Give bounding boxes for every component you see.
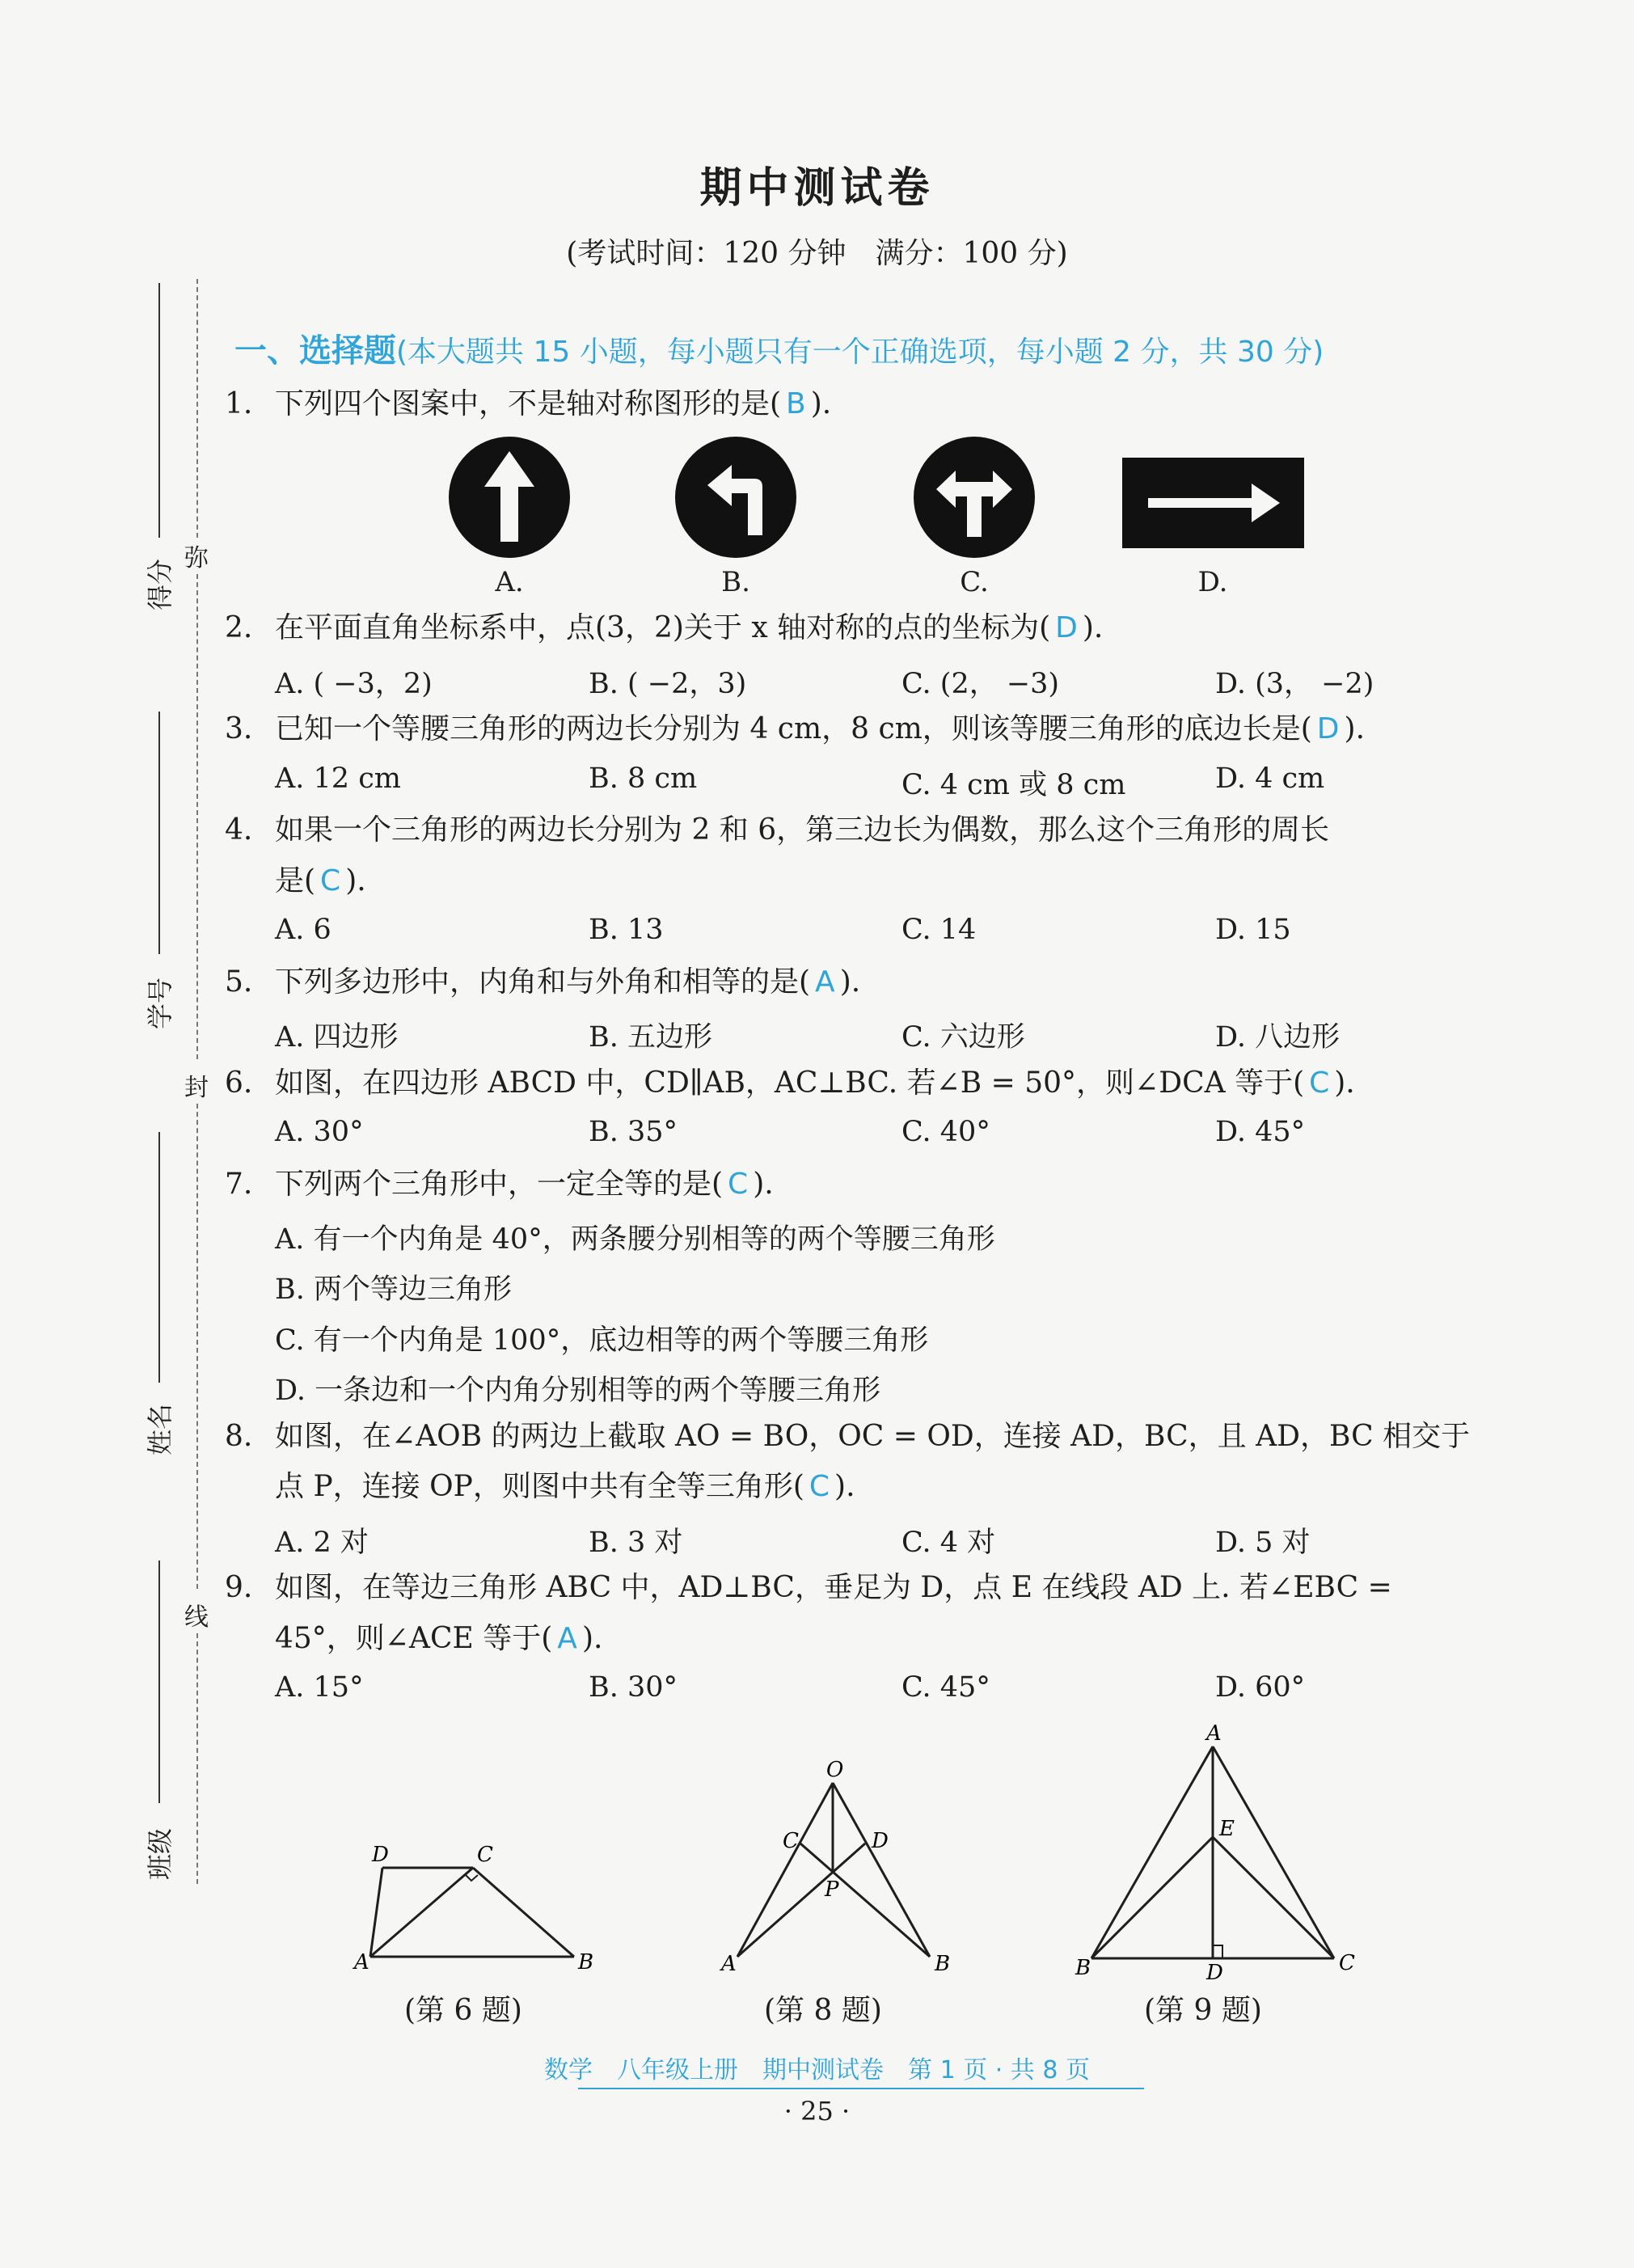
- option-d: D. 60°: [1215, 1671, 1306, 1704]
- question-text: 在平面直角坐标系中，点(3，2)关于 x 轴对称的点的坐标为(: [275, 611, 1051, 644]
- option-b: B. ( −2，3): [589, 668, 747, 700]
- segment-oa: [737, 1783, 833, 1957]
- question-end: ).: [581, 1622, 603, 1655]
- answer: C: [320, 864, 341, 897]
- label-o: O: [826, 1759, 844, 1782]
- option-c: C. 4 cm 或 8 cm: [901, 769, 1126, 801]
- question-end: ).: [839, 965, 861, 999]
- segment-ac: [1213, 1746, 1334, 1958]
- section-heading: [234, 325, 1324, 371]
- option-b: B. 两个等边三角形: [275, 1273, 512, 1306]
- class-label: 班级: [145, 1827, 176, 1881]
- seal-char-1: 弥: [184, 544, 209, 572]
- option-a: A. ( −3，2): [275, 668, 433, 700]
- question-text: 如果一个三角形的两边长分别为 2 和 6，第三边长为偶数，那么这个三角形的周长: [275, 813, 1330, 847]
- option-d: D. 15: [1215, 914, 1291, 946]
- label-d: D: [1206, 1961, 1223, 1985]
- score-line: [158, 283, 160, 538]
- exam-info: (考试时间：120 分钟 满分：100 分): [566, 237, 1068, 270]
- up-arrow-icon: [449, 437, 570, 558]
- label-b: B: [578, 1950, 594, 1973]
- question-4-line-2: [275, 864, 366, 899]
- figure-8: [711, 1759, 978, 1977]
- seal-dotted-line: [196, 574, 198, 1059]
- right-arrow-icon: [1122, 458, 1304, 548]
- question-end: ).: [1082, 611, 1104, 644]
- question-end: ).: [345, 864, 366, 897]
- question-text: 下列多边形中，内角和与外角和相等的是(: [275, 965, 811, 999]
- option-b: B. 13: [589, 914, 664, 946]
- option-d: D. 5 对: [1215, 1527, 1311, 1559]
- left-right-arrow-icon: [914, 437, 1035, 558]
- question-text: 如图，在∠AOB 的两边上截取 AO = BO，OC = OD，连接 AD，BC，且 AD，BC 相交于: [275, 1420, 1471, 1453]
- option-c: C. 有一个内角是 100°，底边相等的两个等腰三角形: [275, 1324, 929, 1357]
- figure-6-caption: (第 6 题): [404, 1994, 522, 2027]
- question-end: ).: [810, 387, 832, 420]
- name-line: [158, 1132, 160, 1383]
- option-d: D. (3， −2): [1215, 668, 1374, 700]
- name-label: 姓名: [145, 1403, 176, 1456]
- section-description: (本大题共 15 小题，每小题只有一个正确选项，每小题 2 分，共 30 分): [396, 336, 1324, 369]
- straight-arrow-sign: [449, 437, 570, 558]
- option-b-label: B.: [721, 566, 750, 598]
- seal-char-2: 封: [184, 1074, 209, 1102]
- segment-da: [370, 1868, 382, 1957]
- option-a: A. 12 cm: [275, 762, 401, 795]
- left-right-sign: [914, 437, 1035, 558]
- figure-9: [1067, 1722, 1358, 1985]
- answer: A: [557, 1622, 577, 1655]
- segment-cb: [473, 1868, 574, 1957]
- section-title: 一、选择题: [234, 332, 396, 370]
- question-8-line-2: [275, 1469, 855, 1505]
- option-c: C. 45°: [901, 1671, 990, 1704]
- segment-ab: [1091, 1746, 1213, 1958]
- label-d: D: [372, 1843, 389, 1867]
- figure-8-caption: (第 8 题): [764, 1994, 882, 2027]
- question-number: 9.: [225, 1571, 253, 1604]
- answer: C: [809, 1470, 830, 1503]
- student-no-line: [158, 712, 160, 954]
- option-a-label: A.: [495, 566, 524, 598]
- label-p: P: [825, 1877, 839, 1902]
- seal-dotted-line: [196, 1104, 198, 1589]
- right-arrow-sign: [1122, 458, 1304, 548]
- question-text: 下列两个三角形中，一定全等的是(: [275, 1168, 724, 1201]
- question-9-line-2: [275, 1621, 602, 1657]
- option-c: C. 40°: [901, 1116, 990, 1148]
- segment-cb: [800, 1844, 930, 1957]
- right-angle-mark: [465, 1874, 478, 1881]
- left-turn-sign: [675, 437, 796, 558]
- question-end: ).: [1344, 712, 1366, 745]
- option-a: A. 四边形: [275, 1021, 399, 1054]
- option-a: A. 2 对: [275, 1527, 369, 1559]
- question-number: 7.: [225, 1168, 253, 1201]
- question-end: ).: [1334, 1066, 1355, 1100]
- option-d: D. 45°: [1215, 1116, 1306, 1148]
- option-a: A. 6: [275, 914, 331, 946]
- segment-ca: [370, 1868, 473, 1957]
- label-b: B: [935, 1952, 951, 1976]
- footer-rule: [578, 2088, 1144, 2089]
- option-a: A. 有一个内角是 40°，两条腰分别相等的两个等腰三角形: [275, 1223, 995, 1256]
- question-end: ).: [834, 1470, 855, 1503]
- label-a: A: [1206, 1722, 1222, 1746]
- option-d: D. 4 cm: [1215, 762, 1325, 795]
- option-b: B. 3 对: [589, 1527, 683, 1559]
- option-b: B. 30°: [589, 1671, 678, 1704]
- segment-ob: [833, 1783, 930, 1957]
- option-c-label: C.: [960, 566, 989, 598]
- option-c: C. (2， −3): [901, 668, 1060, 700]
- label-c: C: [1339, 1951, 1355, 1975]
- answer: C: [1309, 1066, 1330, 1100]
- option-a: A. 15°: [275, 1671, 364, 1704]
- label-a: A: [354, 1950, 369, 1973]
- option-d: D. 八边形: [1215, 1021, 1341, 1054]
- question-number: 8.: [225, 1420, 253, 1453]
- label-a: A: [721, 1952, 737, 1976]
- question-number: 6.: [225, 1066, 253, 1100]
- label-c: C: [783, 1829, 799, 1853]
- question-number: 4.: [225, 813, 253, 847]
- question-text: 45°，则∠ACE 等于(: [275, 1622, 553, 1655]
- seal-char-3: 线: [184, 1603, 209, 1632]
- page-number: · 25 ·: [783, 2096, 851, 2127]
- answer: D: [1055, 611, 1078, 644]
- turn-left-arrow-icon: [675, 437, 796, 558]
- option-c: C. 六边形: [901, 1021, 1025, 1054]
- seal-dotted-line: [196, 279, 198, 538]
- option-b: B. 8 cm: [589, 762, 698, 795]
- segment-da: [737, 1844, 865, 1957]
- figure-6: [340, 1835, 606, 1973]
- question-text: 是(: [275, 864, 316, 897]
- class-line: [158, 1561, 160, 1803]
- segment-be: [1091, 1837, 1213, 1958]
- question-number: 3.: [225, 712, 253, 745]
- question-end: ).: [753, 1168, 774, 1201]
- page-title: 期中测试卷: [699, 164, 935, 213]
- question-text: 已知一个等腰三角形的两边长分别为 4 cm，8 cm，则该等腰三角形的底边长是(: [275, 712, 1312, 745]
- option-b: B. 35°: [589, 1116, 678, 1148]
- label-d: D: [872, 1829, 889, 1853]
- question-text: 如图，在等边三角形 ABC 中，AD⊥BC，垂足为 D，点 E 在线段 AD 上. 若∠EBC =: [275, 1571, 1392, 1604]
- answer: A: [815, 965, 835, 999]
- label-b: B: [1075, 1956, 1091, 1980]
- label-e: E: [1219, 1817, 1235, 1841]
- option-b: B. 五边形: [589, 1021, 712, 1054]
- question-text: 下列四个图案中，不是轴对称图形的是(: [275, 387, 782, 420]
- option-c: C. 14: [901, 914, 977, 946]
- option-c: C. 4 对: [901, 1527, 996, 1559]
- label-c: C: [477, 1843, 493, 1867]
- seal-dotted-line: [196, 1633, 198, 1884]
- question-number: 2.: [225, 611, 253, 644]
- option-d: D. 一条边和一个内角分别相等的两个等腰三角形: [275, 1375, 881, 1407]
- answer: D: [1316, 712, 1340, 745]
- student-no-label: 学号: [145, 977, 176, 1030]
- figure-9-caption: (第 9 题): [1144, 1994, 1262, 2027]
- answer: B: [786, 387, 806, 420]
- question-number: 5.: [225, 965, 253, 999]
- option-a: A. 30°: [275, 1116, 364, 1148]
- question-number: 1.: [225, 387, 253, 420]
- answer: C: [728, 1168, 749, 1201]
- right-angle-mark: [1213, 1945, 1222, 1958]
- question-text: 如图，在四边形 ABCD 中，CD∥AB，AC⊥BC. 若∠B = 50°，则∠DCA 等于(: [275, 1066, 1305, 1100]
- footer-text: 数学 八年级上册 期中测试卷 第 1 页 · 共 8 页: [544, 2056, 1090, 2084]
- score-label: 得分: [145, 558, 176, 611]
- question-text: 点 P，连接 OP，则图中共有全等三角形(: [275, 1470, 804, 1503]
- option-d-label: D.: [1197, 566, 1228, 598]
- segment-ce: [1213, 1837, 1334, 1958]
